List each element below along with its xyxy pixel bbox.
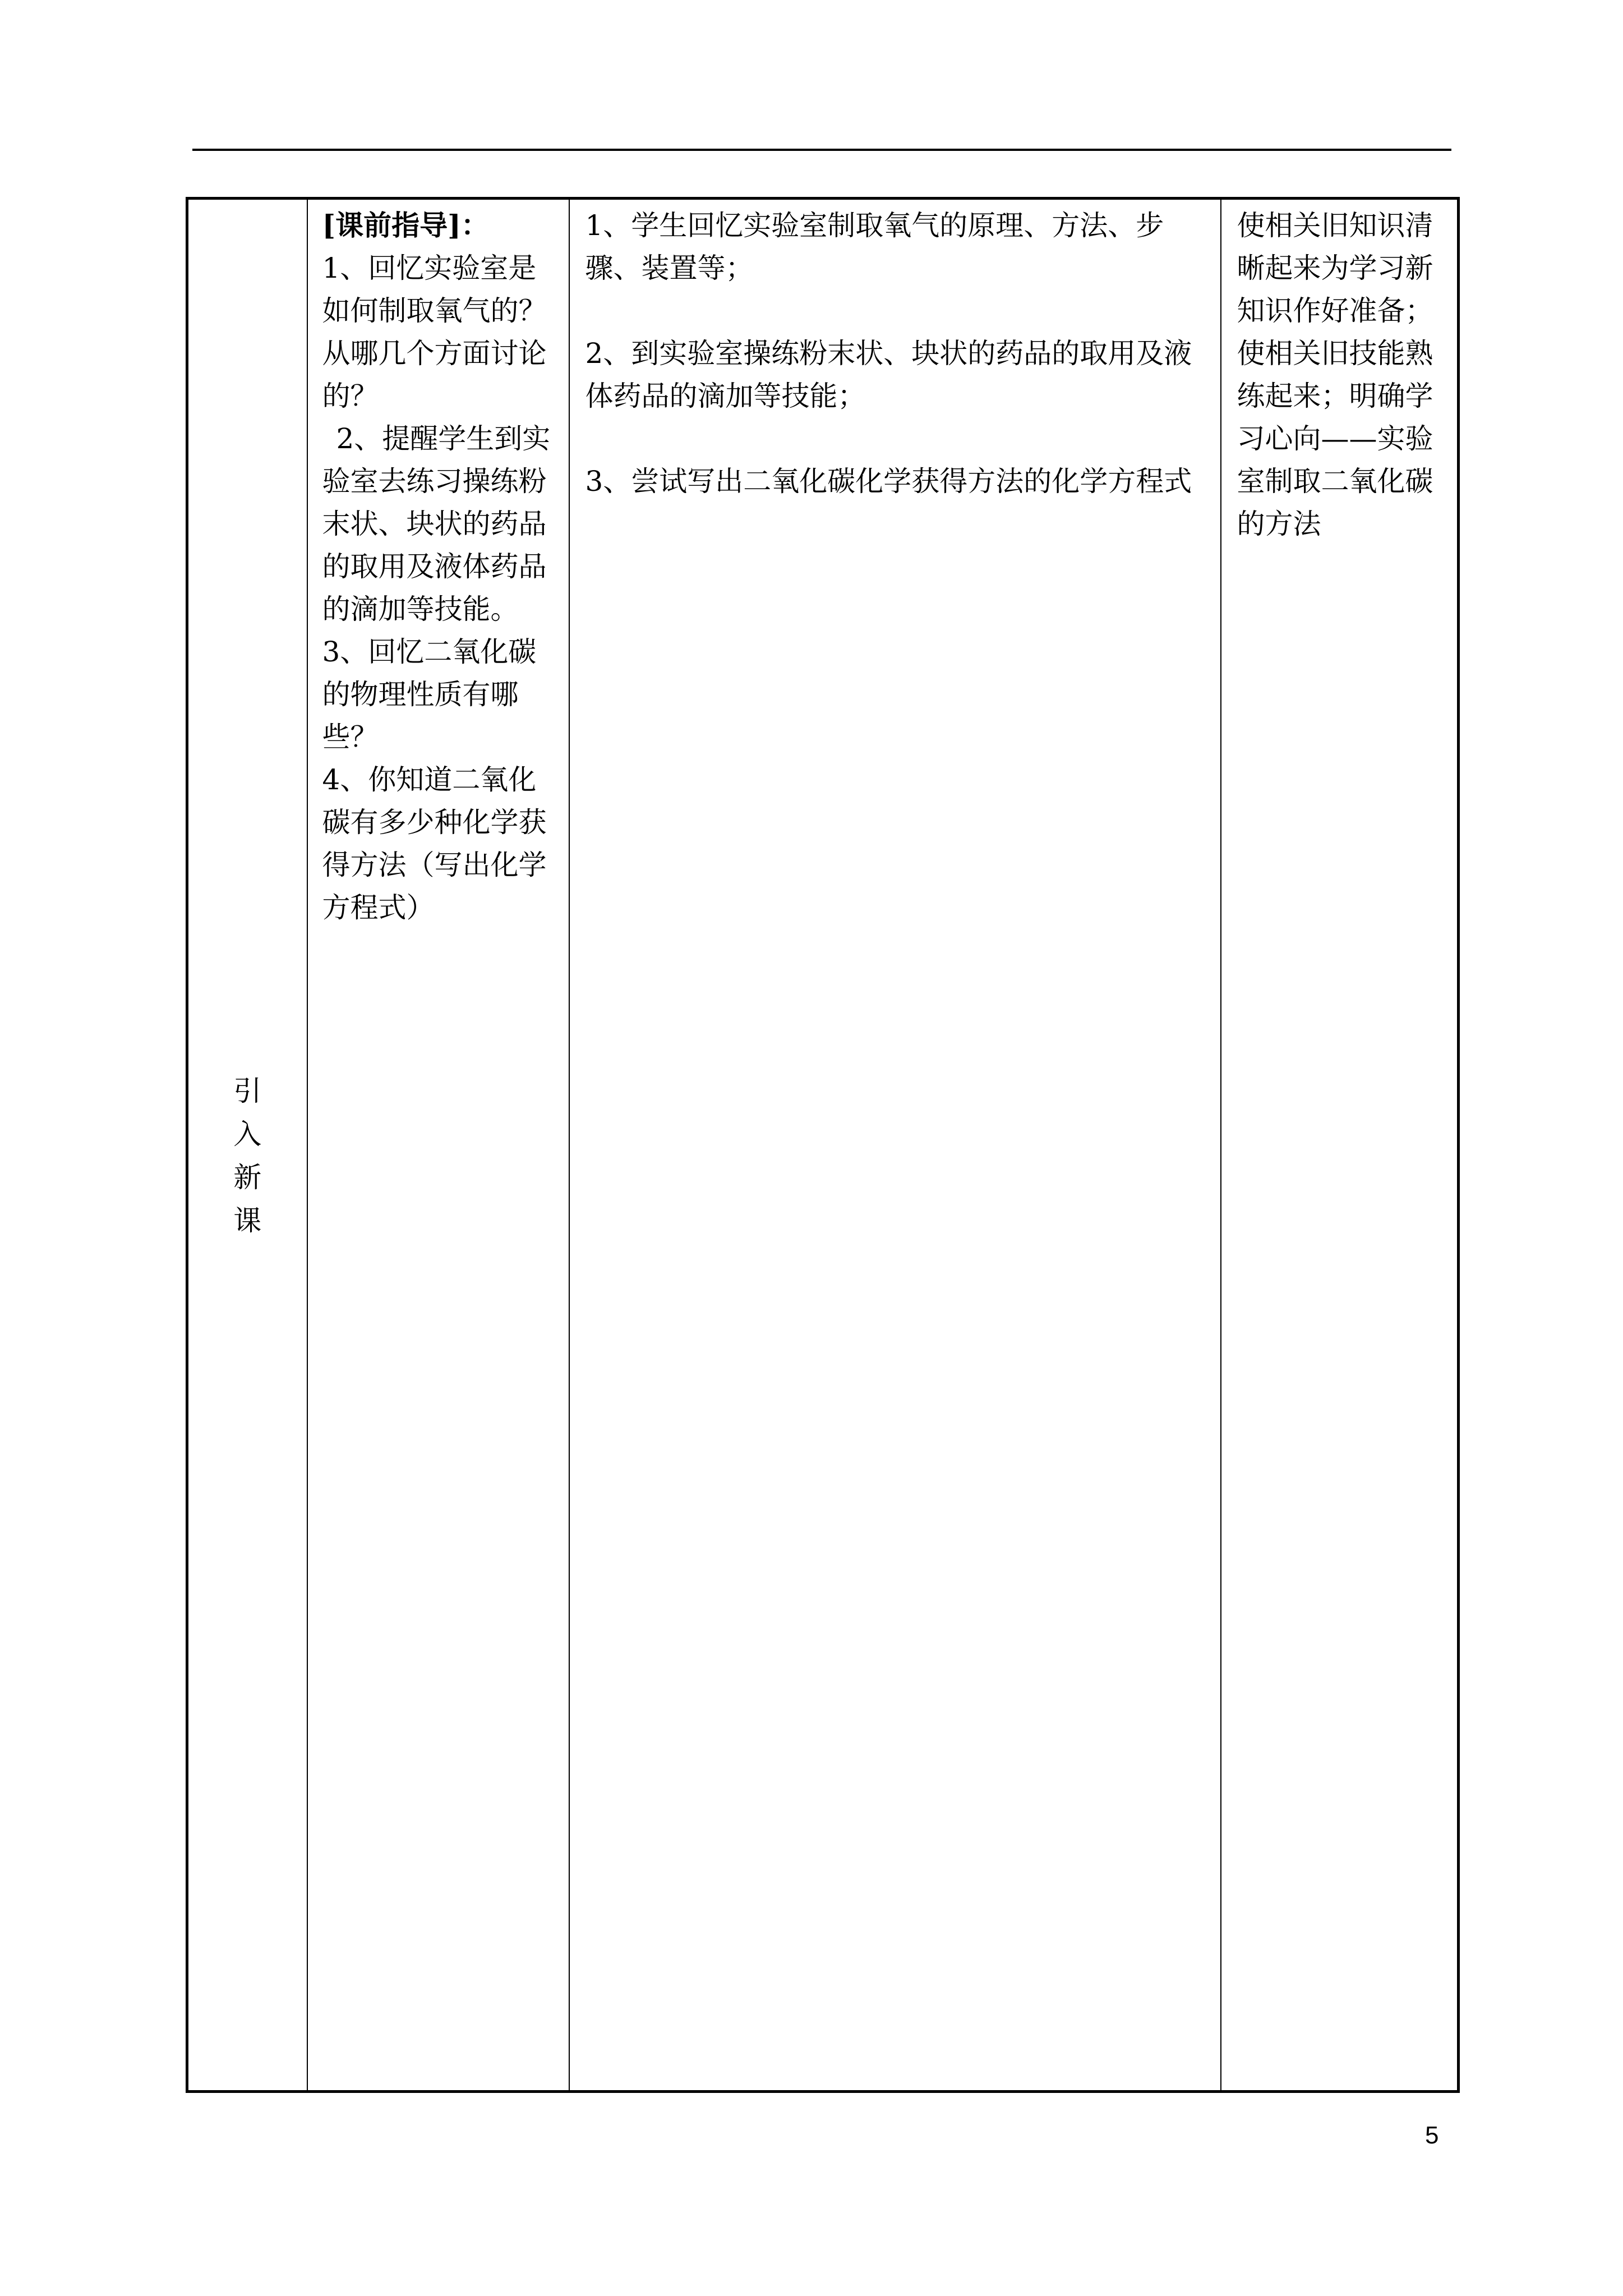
lesson-plan-table bbox=[186, 197, 1460, 2093]
teacher-guidance-item: 2、提醒学生到实验室去练习操练粉末状、块状的药品的取用及液体药品的滴加等技能。 bbox=[322, 422, 551, 625]
teacher-guidance-cell bbox=[307, 199, 569, 2092]
student-activity-item: 2、到实验室操练粉末状、块状的药品的取用及液体药品的滴加等技能； bbox=[585, 337, 1192, 412]
student-activity-text bbox=[570, 200, 1220, 503]
section-cell bbox=[187, 199, 307, 2092]
teacher-guidance-item: 4、你知道二氧化碳有多少种化学获得方法（写出化学方程式） bbox=[322, 763, 547, 924]
section-label: 引入新课 bbox=[233, 1075, 262, 1237]
design-purpose-cell bbox=[1221, 199, 1459, 2092]
student-activity-item: 1、学生回忆实验室制取氧气的原理、方法、步骤、装置等； bbox=[585, 209, 1164, 284]
page-number: 5 bbox=[1425, 2122, 1439, 2149]
student-activity-item: 3、尝试写出二氧化碳化学获得方法的化学方程式 bbox=[585, 465, 1192, 498]
teacher-guidance-item: 3、回忆二氧化碳的物理性质有哪些？ bbox=[322, 636, 537, 753]
teacher-guidance-item: 1、回忆实验室是如何制取氧气的？从哪几个方面讨论的？ bbox=[322, 252, 547, 412]
teacher-guidance-text bbox=[308, 200, 569, 929]
table-row bbox=[187, 199, 1459, 2092]
teacher-guidance-heading: [课前指导]： bbox=[322, 209, 489, 242]
student-activity-cell bbox=[569, 199, 1221, 2092]
header-rule bbox=[192, 149, 1451, 151]
design-purpose-text: 使相关旧知识清晰起来为学习新知识作好准备；使相关旧技能熟练起来；明确学习心向——实验室制取二氧化碳的方法 bbox=[1237, 209, 1433, 540]
